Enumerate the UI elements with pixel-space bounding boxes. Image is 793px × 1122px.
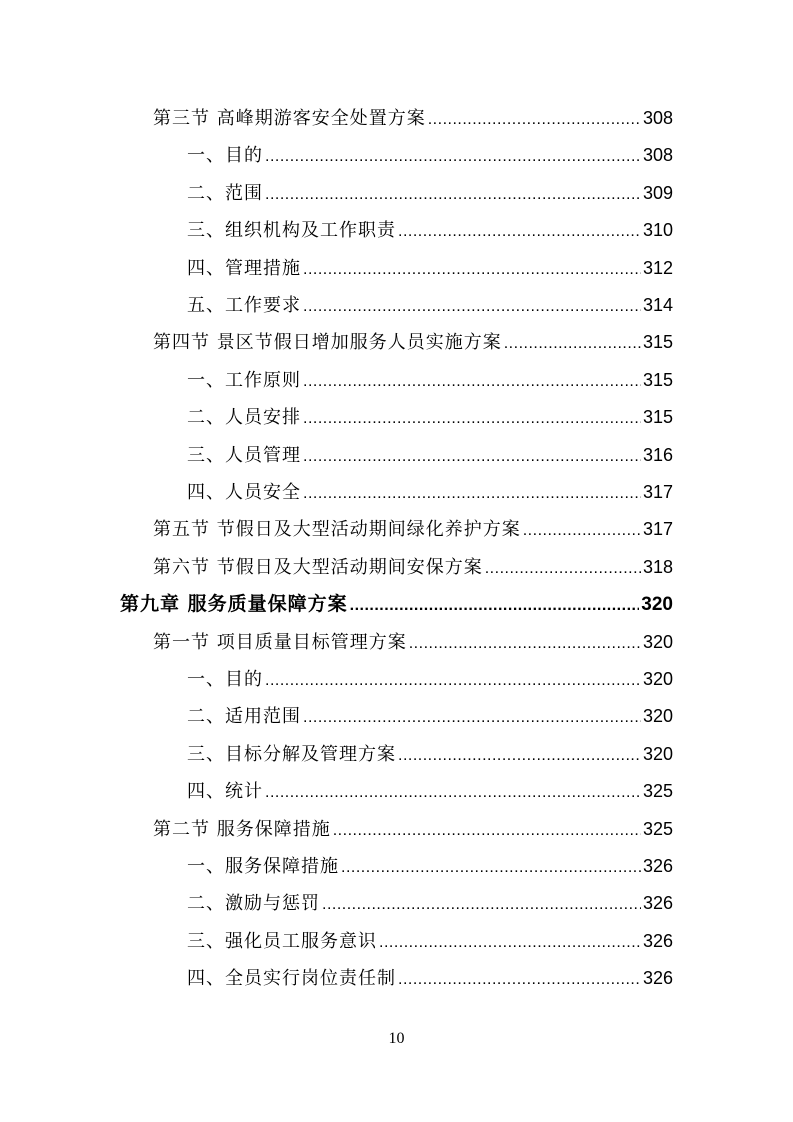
toc-entry-page: 320 — [642, 743, 673, 764]
toc-entry-title: 一、工作原则 — [187, 369, 301, 391]
toc-leader-dots — [398, 736, 641, 773]
toc-entry-title: 二、激励与惩罚 — [187, 893, 320, 915]
toc-entry-title: 四、管理措施 — [187, 257, 301, 279]
toc-entry-page: 312 — [642, 257, 673, 278]
toc-entry[interactable] — [153, 624, 673, 661]
toc-leader-dots — [303, 474, 641, 511]
toc-entry-title: 三、组织机构及工作职责 — [187, 220, 396, 242]
toc-entry[interactable] — [187, 661, 673, 698]
toc-entry-page: 308 — [642, 145, 673, 166]
toc-leader-dots — [265, 137, 641, 174]
toc-entry-title: 四、全员实行岗位责任制 — [187, 968, 396, 990]
toc-entry[interactable] — [187, 736, 673, 773]
toc-leader-dots — [350, 586, 640, 623]
toc-entry-title: 二、范围 — [187, 182, 263, 204]
toc-entry-page: 320 — [642, 669, 673, 689]
toc-leader-dots — [303, 698, 641, 735]
toc-entry-page: 316 — [642, 444, 673, 465]
toc-entry[interactable] — [187, 773, 673, 810]
toc-entry-title: 第五节 节假日及大型活动期间绿化养护方案 — [153, 519, 521, 541]
toc-entry-page: 320 — [642, 706, 673, 727]
toc-entry-page: 314 — [642, 295, 673, 315]
toc-entry-page: 308 — [642, 108, 673, 128]
toc-entry-title: 二、人员安排 — [187, 407, 301, 429]
toc-entry-title: 第三节 高峰期游客安全处置方案 — [153, 108, 426, 129]
toc-entry[interactable] — [187, 885, 673, 922]
toc-entry[interactable] — [187, 437, 673, 474]
toc-entry-page: 326 — [642, 968, 673, 989]
toc-entry-page: 320 — [642, 631, 673, 652]
toc-entry-title: 第一节 项目质量目标管理方案 — [153, 631, 407, 653]
toc-entry-page: 315 — [642, 369, 673, 390]
toc-entry-page: 315 — [642, 332, 673, 353]
toc-entry-title: 五、工作要求 — [187, 295, 301, 316]
toc-leader-dots — [341, 848, 641, 885]
toc-entry-title: 三、目标分解及管理方案 — [187, 743, 396, 765]
toc-entry[interactable] — [153, 811, 673, 848]
toc-entry-page: 317 — [642, 519, 673, 540]
page-number: 10 — [388, 1030, 405, 1047]
toc-leader-dots — [428, 100, 641, 137]
toc-entry-page: 325 — [642, 818, 673, 839]
toc-entry-title: 二、适用范围 — [187, 706, 301, 728]
toc-entry[interactable] — [153, 511, 673, 548]
toc-entry-title: 第六节 节假日及大型活动期间安保方案 — [153, 556, 483, 578]
toc-leader-dots — [303, 437, 641, 474]
toc-entry-title: 三、强化员工服务意识 — [187, 930, 377, 952]
toc-entry-title: 第四节 景区节假日增加服务人员实施方案 — [153, 332, 502, 354]
toc-leader-dots — [485, 549, 641, 586]
toc-entry-title: 一、目的 — [187, 145, 263, 167]
toc-entry-title: 四、统计 — [187, 781, 263, 803]
toc-leader-dots — [504, 324, 641, 361]
toc-entry[interactable] — [187, 848, 673, 885]
toc-leader-dots — [379, 923, 641, 960]
toc-entry[interactable] — [187, 362, 673, 399]
toc-leader-dots — [303, 362, 641, 399]
toc-entry[interactable] — [187, 175, 673, 212]
toc-entry[interactable] — [187, 212, 673, 249]
toc-entry-title: 一、服务保障措施 — [187, 856, 339, 877]
toc-leader-dots — [303, 250, 641, 287]
toc-entry[interactable] — [153, 324, 673, 361]
toc-entry[interactable] — [187, 698, 673, 735]
toc-entry-page: 326 — [642, 856, 673, 876]
toc-entry-page: 318 — [642, 556, 673, 577]
toc-entry-title: 一、目的 — [187, 669, 263, 690]
toc-entry-title: 四、人员安全 — [187, 482, 301, 503]
toc-entry[interactable] — [187, 923, 673, 960]
toc-leader-dots — [398, 960, 641, 997]
toc-leader-dots — [303, 399, 641, 436]
toc-entry[interactable] — [187, 960, 673, 997]
toc-entry[interactable] — [187, 250, 673, 287]
toc-entry-page: 326 — [642, 893, 673, 914]
toc-entry[interactable] — [153, 100, 673, 137]
toc-entry-title: 第二节 服务保障措施 — [153, 818, 331, 840]
toc-leader-dots — [322, 885, 641, 922]
toc-entry-page: 320 — [641, 594, 673, 616]
toc-entry-title: 第九章 服务质量保障方案 — [120, 593, 348, 616]
toc-entry[interactable] — [120, 586, 673, 623]
toc-leader-dots — [409, 624, 641, 661]
toc-entry-page: 325 — [642, 781, 673, 802]
toc-entry-page: 309 — [642, 182, 673, 203]
toc-leader-dots — [523, 511, 641, 548]
toc-entry-page: 310 — [642, 220, 673, 241]
toc-entry-page: 317 — [642, 482, 673, 502]
toc-leader-dots — [265, 773, 641, 810]
toc-entry-page: 326 — [642, 930, 673, 951]
toc-entry[interactable] — [153, 549, 673, 586]
toc-entry[interactable] — [187, 287, 673, 324]
toc-entry-page: 315 — [642, 407, 673, 428]
toc-leader-dots — [303, 287, 641, 324]
toc-entry-title: 三、人员管理 — [187, 444, 301, 466]
toc-entry[interactable] — [187, 399, 673, 436]
toc-leader-dots — [265, 175, 641, 212]
toc-leader-dots — [333, 811, 641, 848]
toc-entry[interactable] — [187, 474, 673, 511]
toc-leader-dots — [398, 212, 641, 249]
toc-leader-dots — [265, 661, 641, 698]
toc-entry[interactable] — [187, 137, 673, 174]
